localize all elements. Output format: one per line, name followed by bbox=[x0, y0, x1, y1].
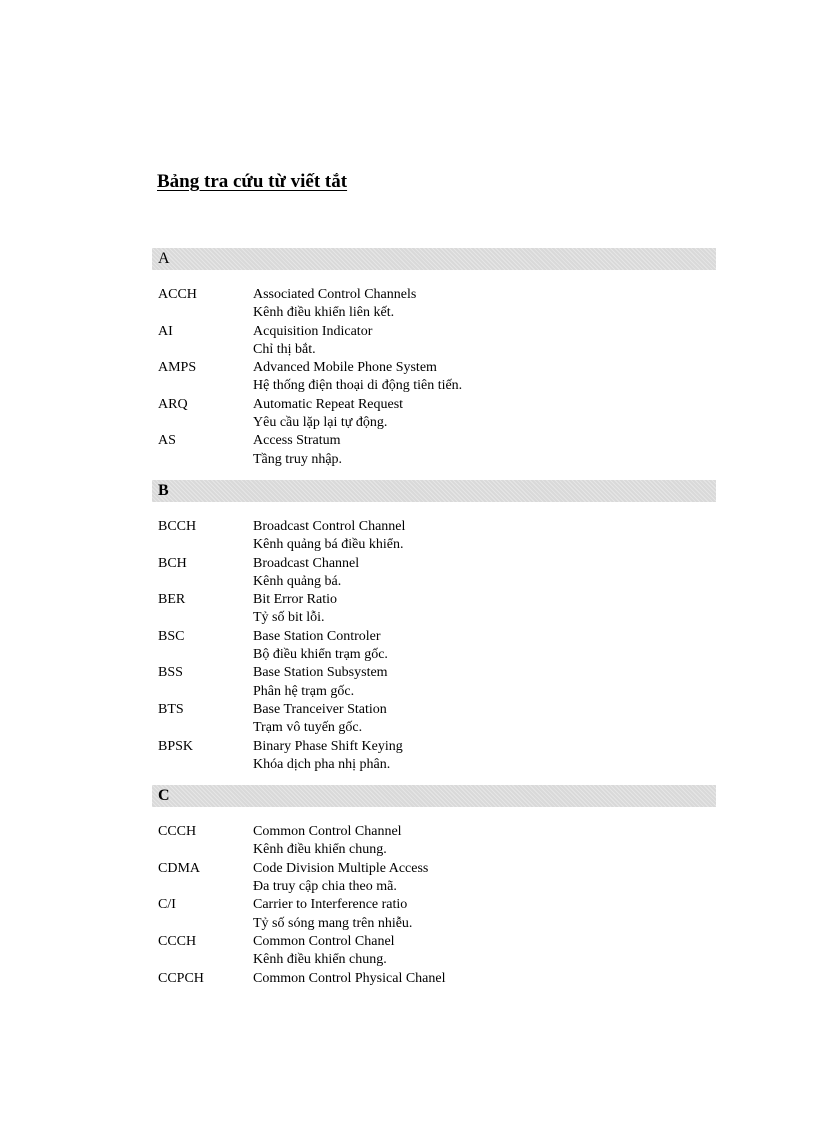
section-a bbox=[152, 248, 716, 469]
section-entries-c bbox=[152, 823, 716, 988]
entry-as bbox=[152, 432, 716, 469]
vietnamese-term: Chỉ thị bắt. bbox=[253, 341, 316, 357]
abbreviation: AI bbox=[158, 323, 173, 339]
vietnamese-term: Tỷ số sóng mang trên nhiễu. bbox=[253, 915, 413, 931]
definition bbox=[253, 591, 716, 628]
definition bbox=[253, 701, 716, 738]
abbreviation: BCCH bbox=[158, 518, 197, 534]
definition bbox=[253, 359, 716, 396]
english-term: Common Control Chanel bbox=[253, 933, 395, 949]
english-term: Common Control Channel bbox=[253, 824, 402, 840]
vietnamese-term: Kênh quảng bá. bbox=[253, 573, 342, 589]
vietnamese-term: Trạm vô tuyến gốc. bbox=[253, 720, 363, 736]
vietnamese-term: Hệ thống điện thoại di động tiên tiến. bbox=[253, 378, 463, 394]
definition bbox=[253, 933, 716, 970]
english-term: Bit Error Ratio bbox=[253, 592, 337, 608]
english-term: Associated Control Channels bbox=[253, 287, 417, 302]
section-entries-a bbox=[152, 286, 716, 469]
entry-amps bbox=[152, 359, 716, 396]
entry-cdma bbox=[152, 860, 716, 897]
definition bbox=[253, 396, 716, 433]
definition bbox=[253, 432, 716, 469]
entry-ccch bbox=[152, 823, 716, 860]
english-term: Binary Phase Shift Keying bbox=[253, 738, 403, 754]
definition bbox=[253, 518, 716, 555]
definition bbox=[253, 628, 716, 665]
definition bbox=[253, 738, 716, 775]
english-term: Base Station Controler bbox=[253, 628, 381, 644]
vietnamese-term: Yêu cầu lặp lại tự động. bbox=[253, 415, 388, 431]
entry-ccpch bbox=[152, 970, 716, 988]
abbreviation: AS bbox=[158, 433, 176, 449]
english-term: Code Division Multiple Access bbox=[253, 860, 429, 876]
entry-ber bbox=[152, 591, 716, 628]
english-term: Carrier to Interference ratio bbox=[253, 897, 408, 913]
entry-bcch bbox=[152, 518, 716, 555]
english-term: Advanced Mobile Phone System bbox=[253, 360, 437, 376]
abbreviation: CDMA bbox=[158, 860, 201, 876]
abbreviation: ARQ bbox=[158, 396, 188, 412]
english-term: Automatic Repeat Request bbox=[253, 396, 404, 412]
definition bbox=[253, 555, 716, 592]
definition bbox=[253, 896, 716, 933]
vietnamese-term: Kênh điều khiển chung. bbox=[253, 842, 387, 858]
entry-c-i bbox=[152, 896, 716, 933]
vietnamese-term: Tỷ số bit lỗi. bbox=[253, 610, 325, 626]
vietnamese-term: Kênh điều khiển chung. bbox=[253, 952, 387, 968]
abbreviation: BPSK bbox=[158, 738, 194, 754]
entry-bts bbox=[152, 701, 716, 738]
abbreviation: ACCH bbox=[158, 287, 197, 302]
entry-acch bbox=[152, 286, 716, 323]
abbreviation: BCH bbox=[158, 555, 187, 571]
entry-bsc bbox=[152, 628, 716, 665]
abbreviation: BSS bbox=[158, 665, 183, 681]
vietnamese-term: Kênh điều khiển liên kết. bbox=[253, 305, 395, 321]
english-term: Broadcast Channel bbox=[253, 555, 360, 571]
english-term: Base Station Subsystem bbox=[253, 665, 388, 681]
english-term: Broadcast Control Channel bbox=[253, 518, 406, 534]
abbreviation-list bbox=[152, 248, 716, 988]
english-term: Common Control Physical Chanel bbox=[253, 970, 446, 986]
english-term: Base Tranceiver Station bbox=[253, 701, 387, 717]
vietnamese-term: Tầng truy nhập. bbox=[253, 451, 343, 467]
vietnamese-term: Đa truy cập chia theo mã. bbox=[253, 879, 397, 895]
english-term: Acquisition Indicator bbox=[253, 323, 373, 339]
abbreviation: AMPS bbox=[158, 360, 197, 376]
abbreviation: CCPCH bbox=[158, 970, 204, 986]
entry-bpsk bbox=[152, 738, 716, 775]
entry-bch bbox=[152, 555, 716, 592]
abbreviation: CCCH bbox=[158, 824, 197, 840]
definition bbox=[253, 323, 716, 360]
section-entries-b bbox=[152, 518, 716, 774]
page-title: Bảng tra cứu từ viết tắt bbox=[157, 171, 348, 192]
entry-arq bbox=[152, 396, 716, 433]
entry-ccch-2 bbox=[152, 933, 716, 970]
definition bbox=[253, 664, 716, 701]
english-term: Access Stratum bbox=[253, 433, 341, 449]
abbreviation: BTS bbox=[158, 701, 184, 717]
abbreviation: CCCH bbox=[158, 933, 197, 949]
abbreviation: BSC bbox=[158, 628, 185, 644]
vietnamese-term: Kênh quảng bá điều khiển. bbox=[253, 537, 404, 553]
abbreviation: C/I bbox=[158, 897, 176, 913]
section-header-b: B bbox=[152, 480, 716, 502]
entry-bss bbox=[152, 664, 716, 701]
definition bbox=[253, 286, 716, 323]
section-header-a: A bbox=[152, 248, 716, 270]
vietnamese-term: Bộ điều khiển trạm gốc. bbox=[253, 647, 388, 663]
entry-ai bbox=[152, 323, 716, 360]
definition bbox=[253, 860, 716, 897]
definition bbox=[253, 823, 716, 860]
section-c bbox=[152, 785, 716, 988]
section-header-c: C bbox=[152, 785, 716, 807]
vietnamese-term: Phân hệ trạm gốc. bbox=[253, 683, 355, 699]
definition bbox=[253, 970, 716, 988]
section-b bbox=[152, 480, 716, 774]
vietnamese-term: Khóa dịch pha nhị phân. bbox=[253, 756, 391, 772]
abbreviation: BER bbox=[158, 592, 186, 608]
